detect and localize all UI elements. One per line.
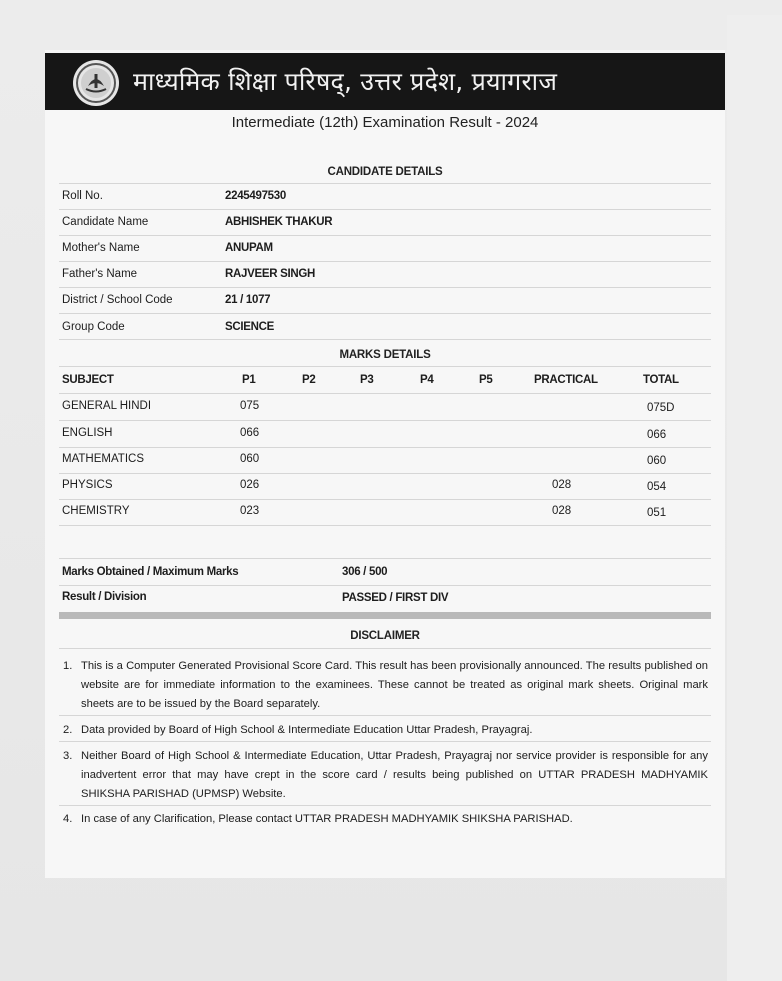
marks-obtained-value: 306 / 500 [342, 566, 388, 578]
divider [59, 741, 711, 742]
divider [59, 648, 711, 649]
disclaimer-text: Neither Board of High School & Intermediate Education, Uttar Pradesh, Prayagraj nor service provider is responsible for any inadvertent error that may have crept in the score card / results being published on UTTAR PRADESH MADHYAMIK SHIKSHA PARISHAD (UPMSP) Website. [81, 750, 708, 800]
column-header-p2: P2 [302, 374, 316, 386]
cell-p1: 060 [240, 453, 260, 465]
board-title: माध्यमिक शिक्षा परिषद्, उत्तर प्रदेश, प्रयागराज [133, 67, 558, 96]
divider [59, 558, 711, 559]
divider [59, 499, 711, 500]
column-header-subject: SUBJECT [62, 374, 114, 386]
divider [59, 525, 711, 526]
divider [59, 585, 711, 586]
disclaimer-heading: DISCLAIMER [350, 630, 420, 642]
divider [59, 261, 711, 262]
result-division-value: PASSED / FIRST DIV [342, 592, 449, 604]
candidate-field-label: Group Code [62, 321, 125, 333]
result-division-label: Result / Division [62, 591, 147, 603]
candidate-field-value: RAJVEER SINGH [225, 268, 316, 280]
cell-total: 051 [647, 507, 667, 519]
exam-title: Intermediate (12th) Examination Result - 2024 [231, 114, 539, 131]
candidate-field-value: SCIENCE [225, 321, 275, 333]
disclaimer-number: 2. [63, 724, 73, 736]
divider [59, 805, 711, 806]
divider [59, 366, 711, 367]
column-header-p3: P3 [360, 374, 374, 386]
disclaimer-number: 1. [63, 660, 73, 672]
divider [59, 313, 711, 314]
divider [59, 715, 711, 716]
divider [59, 420, 711, 421]
divider [59, 183, 711, 184]
column-header-p5: P5 [479, 374, 493, 386]
cell-practical: 028 [552, 479, 572, 491]
separator-band [59, 612, 711, 619]
candidate-field-label: Roll No. [62, 190, 103, 202]
cell-practical: 028 [552, 505, 572, 517]
divider [59, 473, 711, 474]
disclaimer-item [63, 721, 708, 740]
cell-subject: PHYSICS [62, 479, 113, 491]
board-header [45, 53, 725, 110]
marks-obtained-label: Marks Obtained / Maximum Marks [62, 566, 239, 578]
cell-p1: 026 [240, 479, 260, 491]
cell-p1: 075 [240, 400, 260, 412]
divider [59, 447, 711, 448]
candidate-field-value: ANUPAM [225, 242, 273, 254]
cell-subject: MATHEMATICS [62, 453, 144, 465]
disclaimer-item [63, 657, 708, 714]
scan-edge [727, 15, 782, 981]
cell-total: 054 [647, 481, 667, 493]
divider [59, 287, 711, 288]
cell-p1: 066 [240, 427, 260, 439]
candidate-field-label: Mother's Name [62, 242, 140, 254]
marks-details-heading: MARKS DETAILS [339, 349, 431, 361]
divider [59, 339, 711, 340]
disclaimer-item [63, 810, 708, 829]
column-header-practical: PRACTICAL [534, 374, 598, 386]
candidate-field-value: 21 / 1077 [225, 294, 271, 306]
candidate-field-label: Father's Name [62, 268, 138, 280]
cell-total: 060 [647, 455, 667, 467]
disclaimer-text: Data provided by Board of High School & Intermediate Education Uttar Pradesh, Prayagraj. [81, 724, 533, 736]
cell-subject: CHEMISTRY [62, 505, 130, 517]
column-header-p4: P4 [420, 374, 434, 386]
cell-subject: GENERAL HINDI [62, 400, 152, 412]
disclaimer-number: 3. [63, 750, 73, 762]
divider [59, 235, 711, 236]
disclaimer-text: In case of any Clarification, Please contact UTTAR PRADESH MADHYAMIK SHIKSHA PARISHAD. [81, 813, 573, 825]
candidate-field-label: District / School Code [62, 294, 173, 306]
candidate-field-label: Candidate Name [62, 216, 149, 228]
cell-subject: ENGLISH [62, 427, 113, 439]
disclaimer-text: This is a Computer Generated Provisional Score Card. This result has been provisionally announced. The results published on website are for immediate information to the examinees. These cannot be treated as original mark sheets. Original mark sheets are to be issued by the Board separately. [81, 660, 708, 710]
candidate-details-heading: CANDIDATE DETAILS [327, 166, 443, 178]
cell-total: 066 [647, 429, 667, 441]
disclaimer-number: 4. [63, 813, 73, 825]
candidate-field-value: 2245497530 [225, 190, 286, 202]
cell-p1: 023 [240, 505, 260, 517]
cell-total: 075D [647, 402, 675, 414]
disclaimer-item [63, 747, 708, 804]
column-header-total: TOTAL [643, 374, 679, 386]
result-sheet [45, 50, 725, 878]
column-header-p1: P1 [242, 374, 256, 386]
divider [59, 393, 711, 394]
divider [59, 209, 711, 210]
up-government-emblem-icon [71, 58, 121, 108]
candidate-field-value: ABHISHEK THAKUR [225, 216, 333, 228]
